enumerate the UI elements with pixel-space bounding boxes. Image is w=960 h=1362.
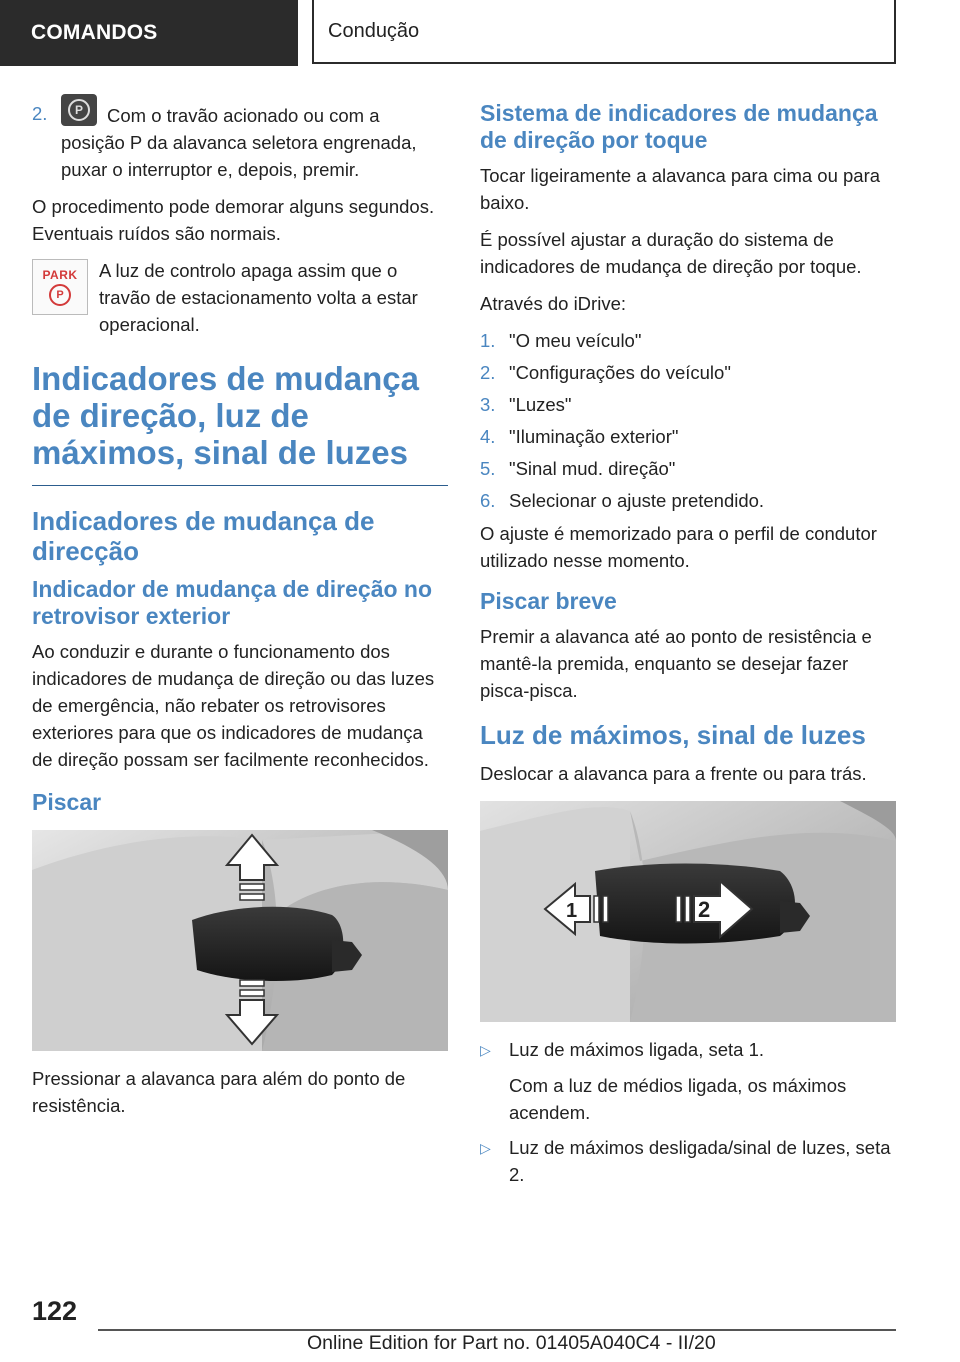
high-beam-lever-illustration — [480, 801, 896, 1022]
high-beam-bullets — [480, 1036, 896, 1188]
note-text: A luz de controlo apaga assim que o travão de estacionamento volta a estar operacional. — [99, 260, 418, 335]
subsection-heading: Piscar breve — [480, 588, 617, 614]
section-tab: COMANDOS — [0, 0, 298, 66]
list-item: 4. "Iluminação exterior" — [480, 426, 679, 447]
list-item-subtext: Com a luz de médios ligada, os máximos acendem. — [509, 1075, 847, 1123]
idrive-steps — [480, 327, 896, 514]
paragraph: Através do iDrive: — [480, 293, 626, 314]
triangle-bullet-icon: ▷ — [480, 1140, 491, 1156]
section-heading: Luz de máximos, sinal de luzes — [480, 720, 866, 750]
arrow-label: 2 — [698, 897, 711, 922]
left-column — [32, 100, 448, 1129]
arrow-label: 1 — [566, 900, 578, 922]
parking-brake-button-icon: P — [61, 94, 97, 126]
paragraph: Premir a alavanca até ao ponto de resistência e mantê-la premida, enquanto se desejar fazer pisca-pisca. — [480, 626, 872, 701]
step-number: 2. — [32, 103, 48, 124]
list-item: 3. "Luzes" — [480, 394, 572, 415]
paragraph: Deslocar a alavanca para a frente ou para trás. — [480, 763, 867, 784]
chapter-tab: Condução — [312, 0, 896, 64]
lever-forward-back-illustration — [480, 801, 896, 1022]
paragraph: Ao conduzir e durante o funcionamento dos indicadores de mudança de direção ou das luzes de emergência, não rebater os retrovisores exteriores para que os indicadores de mudança de direção possam ser facilmente reconhecidos. — [32, 641, 435, 770]
subsection-heading: Sistema de indicadores de mudança de direção por toque — [480, 100, 878, 153]
page-number: 122 — [32, 1296, 78, 1326]
list-item: 1. "O meu veículo" — [480, 330, 642, 351]
paragraph: O procedimento pode demorar alguns segundos. Eventuais ruídos são normais. — [32, 196, 435, 244]
turn-signal-lever-illustration — [32, 830, 448, 1051]
subsection-heading: Piscar — [32, 789, 102, 815]
park-note — [32, 257, 448, 338]
paragraph: É possível ajustar a duração do sistema de indicadores de mudança de direção por toque. — [480, 229, 862, 277]
list-item: 5. "Sinal mud. direção" — [480, 458, 676, 479]
paragraph: Tocar ligeiramente a alavanca para cima ou para baixo. — [480, 165, 881, 213]
list-item: 2. "Configurações do veículo" — [480, 362, 731, 383]
subsection-heading: Indicador de mudança de direção no retrovisor exterior — [32, 576, 433, 629]
paragraph: Pressionar a alavanca para além do ponto de resistência. — [32, 1068, 406, 1116]
list-item: 6. Selecionar o ajuste pretendido. — [480, 490, 765, 511]
edition-text: Online Edition for Part no. 01405A040C4 - II/20 — [307, 1332, 716, 1354]
paragraph: O ajuste é memorizado para o perfil de condutor utilizado nesse momento. — [480, 523, 877, 571]
list-item: ▷ Luz de máximos ligada, seta 1. — [480, 1036, 896, 1064]
park-warning-icon: PARK P — [32, 259, 88, 315]
triangle-bullet-icon: ▷ — [480, 1042, 491, 1058]
step-text: Com o travão acionado ou com a posição P da alavanca seletora engrenada, puxar o interruptor e, depois, premir. — [61, 105, 417, 180]
footer-divider — [98, 1329, 896, 1331]
main-heading: Indicadores de mudança de direção, luz de máximos, sinal de luzes — [32, 360, 448, 486]
section-heading: Indicadores de mudança de direcção — [32, 506, 375, 566]
list-item: ▷ Luz de máximos desligada/sinal de luzes, seta 2. — [480, 1134, 896, 1188]
right-column — [480, 100, 896, 1196]
page-header — [0, 0, 960, 66]
lever-up-down-illustration — [32, 830, 448, 1051]
step-item — [32, 100, 448, 183]
